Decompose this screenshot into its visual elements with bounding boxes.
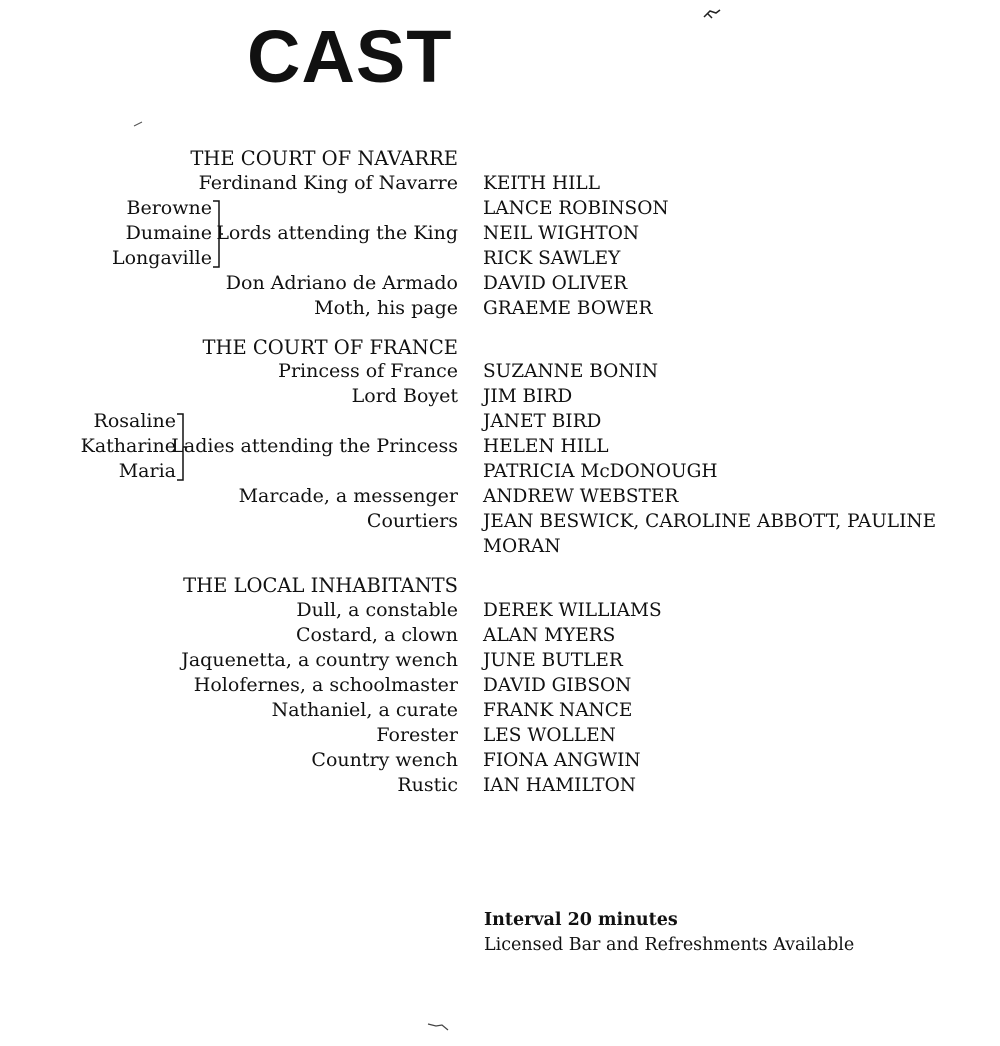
ink-speck	[426, 1020, 452, 1034]
role-country-wench: Country wench	[311, 749, 458, 771]
lords-description: Lords attending the King	[216, 222, 458, 244]
role-dumaine: Dumaine	[125, 222, 212, 244]
role-berowne: Berowne	[126, 197, 212, 219]
role-forester: Forester	[376, 724, 458, 746]
role-boyet: Lord Boyet	[351, 385, 458, 407]
section-heading-locals: THE LOCAL INHABITANTS	[183, 574, 458, 597]
actor-marcade: ANDREW WEBSTER	[483, 486, 679, 507]
interval-note: Interval 20 minutes	[484, 910, 678, 930]
actor-country-wench: FIONA ANGWIN	[483, 750, 641, 771]
role-courtiers: Courtiers	[366, 510, 458, 532]
actor-berowne: LANCE ROBINSON	[483, 198, 669, 219]
section-heading-navarre: THE COURT OF NAVARRE	[190, 147, 458, 170]
role-marcade: Marcade, a messenger	[238, 485, 458, 507]
actor-dumaine: NEIL WIGHTON	[483, 223, 640, 244]
section-heading-france: THE COURT OF FRANCE	[202, 336, 458, 359]
role-nathaniel: Nathaniel, a curate	[271, 699, 458, 721]
actor-forester: LES WOLLEN	[483, 725, 616, 746]
role-rustic: Rustic	[397, 774, 458, 796]
role-ferdinand: Ferdinand King of Navarre	[198, 172, 458, 194]
actor-dull: DEREK WILLIAMS	[483, 600, 662, 621]
actor-costard: ALAN MYERS	[483, 625, 616, 646]
page-title: CAST	[247, 15, 453, 98]
role-maria: Maria	[118, 460, 176, 482]
actor-armado: DAVID OLIVER	[483, 273, 628, 294]
actor-boyet: JIM BIRD	[483, 386, 573, 407]
role-jaquenetta: Jaquenetta, a country wench	[181, 649, 458, 671]
actor-jaquenetta: JUNE BUTLER	[483, 650, 623, 671]
actor-princess: SUZANNE BONIN	[483, 361, 659, 382]
actor-maria: PATRICIA McDONOUGH	[483, 461, 718, 482]
ink-speck	[132, 120, 146, 128]
ink-speck	[700, 6, 724, 22]
actor-nathaniel: FRANK NANCE	[483, 700, 633, 721]
actor-moth: GRAEME BOWER	[483, 298, 653, 319]
role-rosaline: Rosaline	[93, 410, 176, 432]
role-dull: Dull, a constable	[296, 599, 458, 621]
actor-rosaline: JANET BIRD	[483, 411, 602, 432]
actor-rustic: IAN HAMILTON	[483, 775, 636, 796]
role-holofernes: Holofernes, a schoolmaster	[193, 674, 458, 696]
role-armado: Don Adriano de Armado	[225, 272, 458, 294]
actor-katharine: HELEN HILL	[483, 436, 609, 457]
role-moth: Moth, his page	[314, 297, 458, 319]
role-princess: Princess of France	[278, 360, 458, 382]
role-longaville: Longaville	[112, 247, 212, 269]
actor-courtiers: JEAN BESWICK, CAROLINE ABBOTT, PAULINE MORAN	[483, 511, 937, 557]
bar-note: Licensed Bar and Refreshments Available	[484, 935, 855, 955]
actor-longaville: RICK SAWLEY	[483, 248, 621, 269]
actor-ferdinand: KEITH HILL	[483, 173, 600, 194]
actor-holofernes: DAVID GIBSON	[483, 675, 632, 696]
role-katharine: Katharine	[80, 435, 176, 457]
role-costard: Costard, a clown	[295, 624, 458, 646]
ladies-description: Ladies attending the Princess	[171, 435, 458, 457]
